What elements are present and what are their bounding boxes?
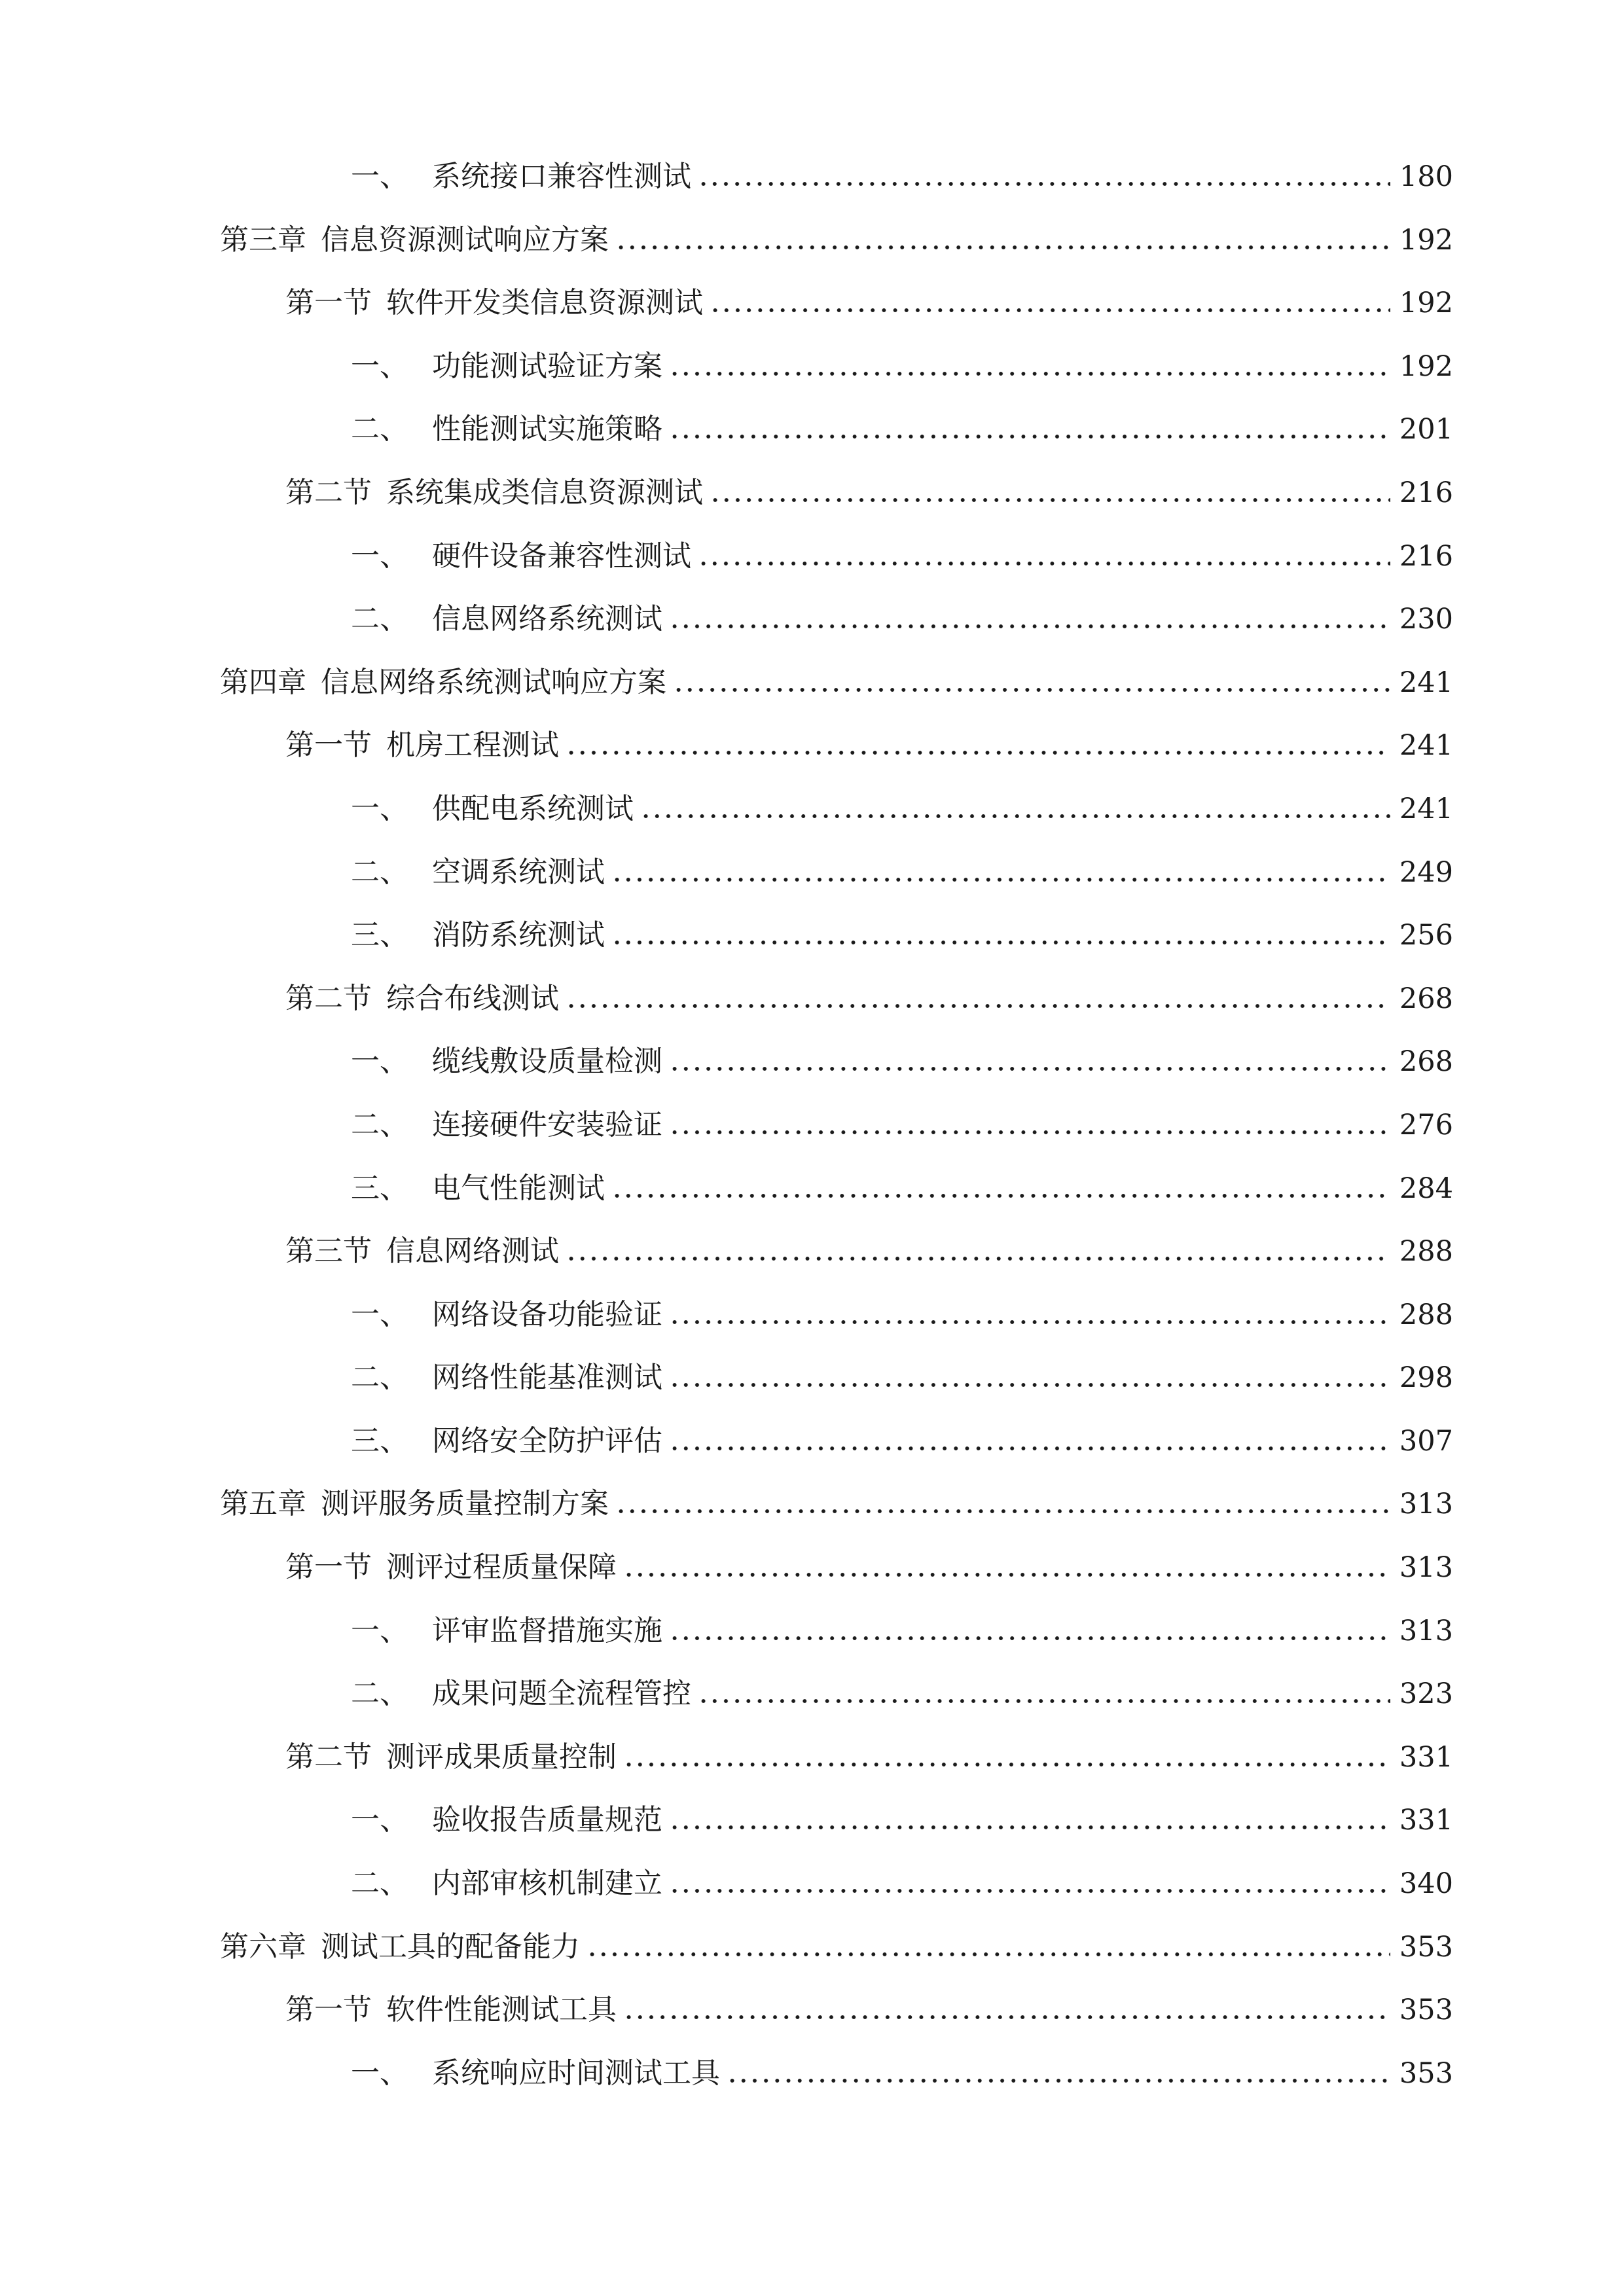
toc-line <box>285 1993 1453 2027</box>
toc-title: 系统集成类信息资源测试 <box>386 475 703 509</box>
dot-leader <box>669 432 1390 441</box>
toc-entry-item[interactable] <box>0 335 1624 399</box>
toc-number: 二、 <box>351 855 408 889</box>
toc-entry-chapter[interactable] <box>0 209 1624 272</box>
toc-line <box>285 982 1453 1016</box>
toc-entry-section[interactable] <box>0 1979 1624 2042</box>
toc-title: 网络性能基准测试 <box>432 1361 662 1395</box>
toc-number: 一、 <box>351 2056 408 2090</box>
dot-leader <box>669 1064 1390 1073</box>
toc-number: 第三节 <box>285 1234 372 1268</box>
toc-number: 二、 <box>351 1867 408 1901</box>
toc-line <box>351 1045 1453 1079</box>
toc-page-number: 268 <box>1399 982 1453 1015</box>
toc-page-number: 192 <box>1399 350 1453 383</box>
toc-entry-section[interactable] <box>0 1536 1624 1600</box>
toc-number: 一、 <box>351 160 408 193</box>
toc-number: 二、 <box>351 602 408 636</box>
toc-page-number: 241 <box>1399 666 1453 699</box>
toc-title: 供配电系统测试 <box>432 791 634 825</box>
toc-title: 测评成果质量控制 <box>386 1740 617 1774</box>
toc-number: 三、 <box>351 1171 408 1205</box>
table-of-contents <box>0 145 1624 2105</box>
toc-entry-item[interactable] <box>0 145 1624 209</box>
dot-leader <box>710 306 1390 315</box>
toc-entry-item[interactable] <box>0 1030 1624 1094</box>
dot-leader <box>566 1001 1390 1011</box>
toc-line <box>351 350 1453 384</box>
toc-line <box>351 602 1453 636</box>
toc-entry-section[interactable] <box>0 1220 1624 1283</box>
toc-page-number: 313 <box>1399 1551 1453 1585</box>
toc-title: 测评过程质量保障 <box>386 1551 617 1585</box>
dot-leader <box>566 1254 1390 1263</box>
toc-page-number: 192 <box>1399 287 1453 320</box>
toc-page-number: 216 <box>1399 539 1453 573</box>
toc-title: 信息资源测试响应方案 <box>321 223 609 257</box>
toc-number: 一、 <box>351 539 408 573</box>
toc-line <box>351 160 1453 194</box>
toc-page-number: 201 <box>1399 413 1453 446</box>
dot-leader <box>611 875 1390 884</box>
toc-title: 综合布线测试 <box>386 981 559 1015</box>
toc-number: 一、 <box>351 1045 408 1079</box>
toc-entry-item[interactable] <box>0 1662 1624 1726</box>
toc-entry-item[interactable] <box>0 525 1624 588</box>
toc-number: 二、 <box>351 412 408 446</box>
toc-page-number: 284 <box>1399 1172 1453 1205</box>
toc-page-number: 256 <box>1399 919 1453 952</box>
toc-title: 消防系统测试 <box>432 918 605 952</box>
toc-page-number: 323 <box>1399 1677 1453 1711</box>
toc-line <box>351 1803 1453 1837</box>
toc-page-number: 353 <box>1399 1930 1453 1964</box>
dot-leader <box>669 1823 1390 1832</box>
toc-title: 软件性能测试工具 <box>386 1993 617 2027</box>
toc-title: 软件开发类信息资源测试 <box>386 286 703 320</box>
toc-page-number: 313 <box>1399 1614 1453 1647</box>
toc-line <box>351 1867 1453 1901</box>
toc-number: 第六章 <box>220 1929 306 1964</box>
toc-page-number: 307 <box>1399 1424 1453 1458</box>
toc-entry-item[interactable] <box>0 2042 1624 2106</box>
dot-leader <box>710 495 1390 505</box>
toc-number: 一、 <box>351 791 408 825</box>
dot-leader <box>673 685 1390 694</box>
toc-number: 第一节 <box>285 1551 372 1585</box>
toc-line <box>351 1172 1453 1206</box>
toc-entry-chapter[interactable] <box>0 1916 1624 1979</box>
toc-number: 第五章 <box>220 1487 306 1521</box>
toc-line <box>351 1108 1453 1142</box>
toc-line <box>351 1614 1453 1648</box>
toc-entry-section[interactable] <box>0 1726 1624 1789</box>
toc-title: 性能测试实施策略 <box>432 412 662 446</box>
toc-page-number: 331 <box>1399 1804 1453 1837</box>
dot-leader <box>669 1634 1390 1643</box>
dot-leader <box>669 1380 1390 1390</box>
dot-leader <box>615 243 1390 252</box>
toc-line <box>220 223 1453 257</box>
toc-page-number: 353 <box>1399 2056 1453 2090</box>
toc-line <box>351 1677 1453 1711</box>
toc-page-number: 298 <box>1399 1361 1453 1395</box>
toc-entry-section[interactable] <box>0 272 1624 335</box>
toc-number: 一、 <box>351 1297 408 1331</box>
toc-number: 第三章 <box>220 223 306 257</box>
toc-line <box>351 792 1453 826</box>
toc-page-number: 241 <box>1399 792 1453 825</box>
toc-line <box>285 1234 1453 1268</box>
toc-title: 成果问题全流程管控 <box>432 1677 691 1711</box>
toc-entry-item[interactable] <box>0 398 1624 461</box>
toc-title: 连接硬件安装验证 <box>432 1107 662 1141</box>
dot-leader <box>669 369 1390 378</box>
dot-leader <box>669 1886 1390 1895</box>
toc-line <box>220 1487 1453 1521</box>
dot-leader <box>727 2076 1390 2085</box>
toc-number: 第一节 <box>285 1993 372 2027</box>
toc-number: 二、 <box>351 1107 408 1141</box>
toc-page-number: 313 <box>1399 1488 1453 1521</box>
toc-page-number: 340 <box>1399 1867 1453 1901</box>
toc-entry-item[interactable] <box>0 1283 1624 1347</box>
toc-entry-item[interactable] <box>0 1094 1624 1157</box>
toc-number: 三、 <box>351 918 408 952</box>
toc-page-number: 230 <box>1399 603 1453 636</box>
dot-leader <box>623 1760 1390 1769</box>
toc-entry-item[interactable] <box>0 1600 1624 1663</box>
dot-leader <box>669 1128 1390 1137</box>
dot-leader <box>640 812 1390 821</box>
dot-leader <box>623 2013 1390 2022</box>
toc-page-number: 331 <box>1399 1740 1453 1774</box>
toc-number: 一、 <box>351 1613 408 1647</box>
toc-line <box>351 855 1453 889</box>
toc-entry-item[interactable] <box>0 778 1624 841</box>
dot-leader <box>698 179 1390 188</box>
toc-line <box>351 2056 1453 2090</box>
toc-entry-section[interactable] <box>0 714 1624 778</box>
toc-title: 信息网络系统测试响应方案 <box>321 665 666 699</box>
toc-entry-section[interactable] <box>0 461 1624 525</box>
toc-page-number: 180 <box>1399 160 1453 193</box>
toc-entry-item[interactable] <box>0 841 1624 905</box>
toc-title: 评审监督措施实施 <box>432 1613 662 1647</box>
toc-title: 缆线敷设质量检测 <box>432 1045 662 1079</box>
toc-entry-chapter[interactable] <box>0 651 1624 715</box>
toc-page-number: 241 <box>1399 729 1453 762</box>
toc-title: 系统响应时间测试工具 <box>432 2056 720 2090</box>
toc-line <box>351 1298 1453 1332</box>
dot-leader <box>698 1696 1390 1706</box>
toc-number: 一、 <box>351 349 408 383</box>
toc-number: 二、 <box>351 1361 408 1395</box>
dot-leader <box>611 938 1390 947</box>
toc-title: 功能测试验证方案 <box>432 349 662 383</box>
toc-line <box>220 666 1453 700</box>
dot-leader <box>669 1444 1390 1453</box>
toc-number: 第一节 <box>285 728 372 762</box>
toc-entry-chapter[interactable] <box>0 1473 1624 1536</box>
toc-page-number: 268 <box>1399 1045 1453 1079</box>
toc-number: 三、 <box>351 1424 408 1458</box>
toc-page-number: 288 <box>1399 1298 1453 1331</box>
toc-title: 空调系统测试 <box>432 855 605 889</box>
dot-leader <box>615 1507 1390 1516</box>
toc-line <box>351 1424 1453 1458</box>
toc-entry-item[interactable] <box>0 904 1624 967</box>
toc-line <box>351 412 1453 446</box>
toc-title: 网络安全防护评估 <box>432 1424 662 1458</box>
toc-entry-item[interactable] <box>0 588 1624 651</box>
toc-page-number: 288 <box>1399 1235 1453 1268</box>
toc-page-number: 216 <box>1399 476 1453 509</box>
toc-number: 一、 <box>351 1803 408 1837</box>
toc-number: 二、 <box>351 1677 408 1711</box>
dot-leader <box>698 559 1390 568</box>
toc-title: 内部审核机制建立 <box>432 1867 662 1901</box>
toc-title: 测试工具的配备能力 <box>321 1929 580 1964</box>
toc-title: 网络设备功能验证 <box>432 1297 662 1331</box>
toc-line <box>285 1740 1453 1774</box>
dot-leader <box>566 748 1390 757</box>
toc-number: 第一节 <box>285 286 372 320</box>
toc-line <box>351 1361 1453 1395</box>
dot-leader <box>669 1318 1390 1327</box>
toc-line <box>285 476 1453 510</box>
toc-title: 机房工程测试 <box>386 728 559 762</box>
toc-line <box>285 286 1453 320</box>
toc-entry-item[interactable] <box>0 1157 1624 1221</box>
toc-line <box>351 539 1453 573</box>
toc-number: 第二节 <box>285 981 372 1015</box>
toc-title: 验收报告质量规范 <box>432 1803 662 1837</box>
dot-leader <box>623 1570 1390 1579</box>
toc-entry-item[interactable] <box>0 1852 1624 1916</box>
dot-leader <box>586 1950 1390 1959</box>
toc-entry-section[interactable] <box>0 967 1624 1031</box>
toc-entry-item[interactable] <box>0 1346 1624 1410</box>
toc-page-number: 353 <box>1399 1994 1453 2027</box>
toc-page-number: 276 <box>1399 1108 1453 1141</box>
toc-title: 电气性能测试 <box>432 1171 605 1205</box>
toc-entry-item[interactable] <box>0 1789 1624 1852</box>
toc-page-number: 192 <box>1399 223 1453 257</box>
toc-page-number: 249 <box>1399 855 1453 889</box>
dot-leader <box>611 1191 1390 1200</box>
toc-number: 第四章 <box>220 665 306 699</box>
toc-line <box>285 1551 1453 1585</box>
dot-leader <box>669 622 1390 631</box>
toc-line <box>220 1930 1453 1964</box>
toc-number: 第二节 <box>285 1740 372 1774</box>
toc-line <box>351 918 1453 952</box>
toc-title: 硬件设备兼容性测试 <box>432 539 691 573</box>
toc-title: 系统接口兼容性测试 <box>432 160 691 193</box>
toc-entry-item[interactable] <box>0 1410 1624 1473</box>
toc-title: 信息网络测试 <box>386 1234 559 1268</box>
toc-title: 信息网络系统测试 <box>432 602 662 636</box>
toc-number: 第二节 <box>285 475 372 509</box>
toc-title: 测评服务质量控制方案 <box>321 1487 609 1521</box>
toc-line <box>285 728 1453 762</box>
